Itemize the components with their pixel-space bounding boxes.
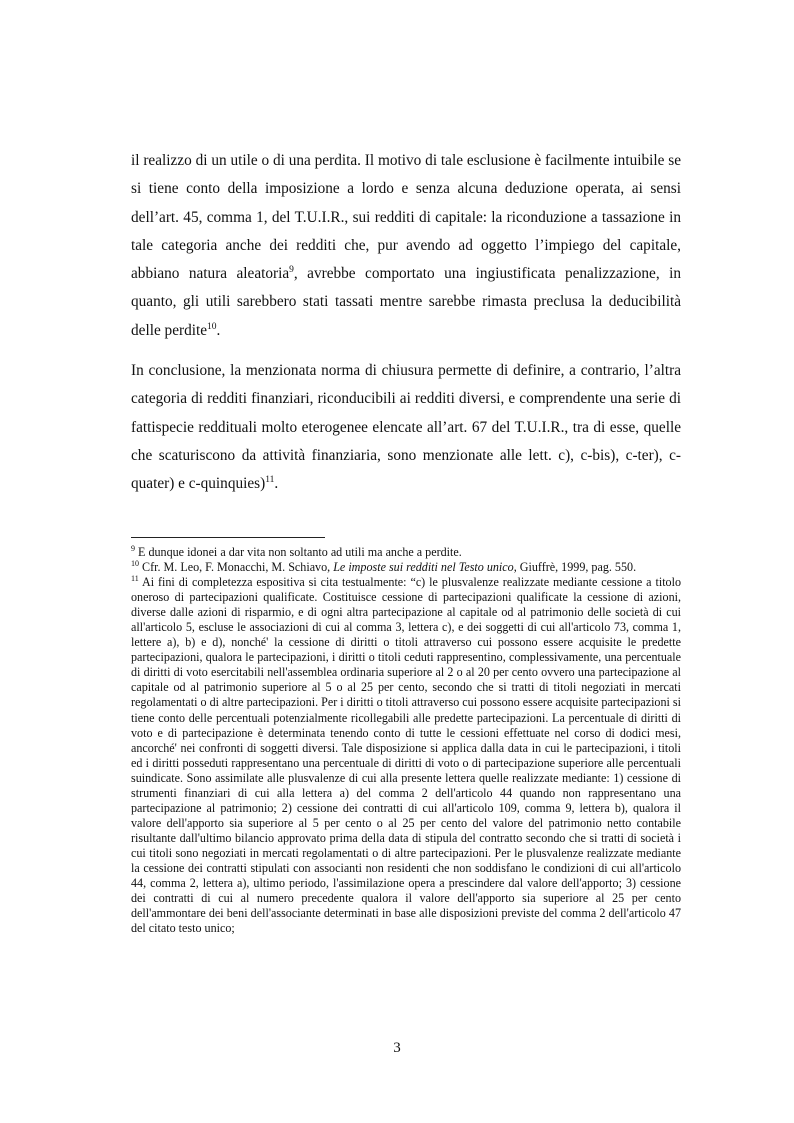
page-number: 3 (393, 1040, 401, 1056)
paragraph-text: . (216, 321, 221, 339)
main-text (131, 147, 681, 499)
footnote-9 (131, 545, 681, 560)
footnote-ref-9[interactable]: 9 (289, 265, 294, 276)
footnote-ref-10[interactable]: 10 (207, 321, 217, 332)
footnote-separator (131, 537, 325, 538)
footnote-text: Cfr. M. Leo, F. Monacchi, M. Schiavo, (142, 560, 334, 575)
footnotes (131, 545, 681, 936)
footnote-number: 9 (131, 543, 135, 553)
footnote-11 (131, 575, 681, 936)
paragraph-text: il realizzo di un utile o di una perdita. Il motivo di tale esclusione è facilmente intuibile se si tiene conto della imposizione a lordo e senza alcuna deduzione operata, ai sensi dell’art. 45, comma 1, del T.U.I.R., sui redditi di capitale: la riconduzione a tassazione in tale categoria anche dei redditi che, pur avendo ad oggetto l’impiego del capitale, abbiano natura aleatoria (131, 152, 681, 283)
paragraph-2 (131, 357, 681, 498)
paragraph-text: , avrebbe comportato una ingiustificata penalizzazione, in quanto, gli utili sarebbero stati tassati mentre sarebbe rimasta preclusa la deducibilità delle perdite (131, 265, 681, 339)
footnote-book-title: Le imposte sui redditi nel Testo unico (333, 560, 514, 575)
footnote-ref-11[interactable]: 11 (265, 475, 275, 486)
footnote-text: Ai fini di completezza espositiva si cita testualmente: “c) le plusvalenze realizzate mediante cessione a titolo oneroso di partecipazioni qualificate. Costituisce cessione di partecipazioni qualificate la cessione di azioni, diverse dalle azioni di risparmio, e di ogni altra partecipazione al capitale od al patrimonio delle società di cui all'articolo 5, escluse le associazioni di cui al comma 3, lettera c), e dei soggetti di cui all'articolo 73, comma 1, lettere a), b) e d), nonché' la cessione di diritti o titoli attraverso cui possono essere acquisite le predette partecipazioni, qualora le partecipazioni, i diritti o titoli ceduti rappresentino, complessivamente, una percentuale di diritti di voto esercitabili nell'assemblea ordinaria superiore al 2 o al 20 per cento ovvero una partecipazione al capitale od al patrimonio superiore al 5 o al 25 per cento, secondo che si tratti di titoli negoziati in mercati regolamentati o di altre partecipazioni. Per i diritti o titoli attraverso cui possono essere acquisite partecipazioni si tiene conto delle percentuali potenzialmente ricollegabili alle predette partecipazioni. La percentuale di diritti di voto e di partecipazione è determinata tenendo conto di tutte le cessioni effettuate nel corso di dodici mesi, ancorché' nei confronti di soggetti diversi. Tale disposizione si applica dalla data in cui le partecipazioni, i titoli ed i diritti posseduti rappresentano una percentuale di diritti di voto o di partecipazione superiore alle percentuali suindicate. Sono assimilate alle plusvalenze di cui alla presente lettera quelle realizzate mediante: 1) cessione di strumenti finanziari di cui alla lettera a) del comma 2 dell'articolo 44 quando non rappresentano una partecipazione al patrimonio; 2) cessione dei contratti di cui all'articolo 109, comma 9, lettera b), qualora il valore dell'apporto sia superiore al 5 per cento o al 25 per cento del valore del patrimonio netto contabile risultante dall'ultimo bilancio approvato prima della data di stipula del contratto secondo che si tratti di società i cui titoli sono negoziati in mercati regolamentati o di altre partecipazioni. Per le plusvalenze realizzate mediante la cessione dei contratti stipulati con associanti non residenti che non soddisfano le condizioni di cui all'articolo 44, comma 2, lettera a), ultimo periodo, l'assimilazione opera a prescindere dal valore dell'apporto; 3) cessione dei contratti di cui al numero precedente qualora il valore dell'apporto sia superiore al 25 per cento dell'ammontare dei beni dell'associante determinati in base alle disposizioni previste del comma 2 dell'articolo 47 del citato testo unico; (131, 575, 682, 936)
paragraph-text: In conclusione, la menzionata norma di chiusura permette di definire, a contrario, l’altra categoria di redditi finanziari, riconducibili ai redditi diversi, e comprendente una serie di fattispecie reddituali molto eterogenee elencate all’art. 67 del T.U.I.R., tra di esse, quelle che scaturiscono da attività finanziaria, sono menzionate alle lett. c), c-bis), c-ter), c-quater) e c-quinquies) (131, 362, 681, 493)
footnote-text: , Giuffrè, 1999, pag. 550. (513, 560, 637, 575)
paragraph-1 (131, 147, 681, 345)
footnote-text: E dunque idonei a dar vita non soltanto ad utili ma anche a perdite. (138, 545, 462, 559)
footnote-10 (131, 560, 681, 575)
paragraph-text: . (274, 475, 279, 493)
footnote-number: 11 (131, 574, 139, 584)
footnote-number: 10 (131, 559, 139, 569)
